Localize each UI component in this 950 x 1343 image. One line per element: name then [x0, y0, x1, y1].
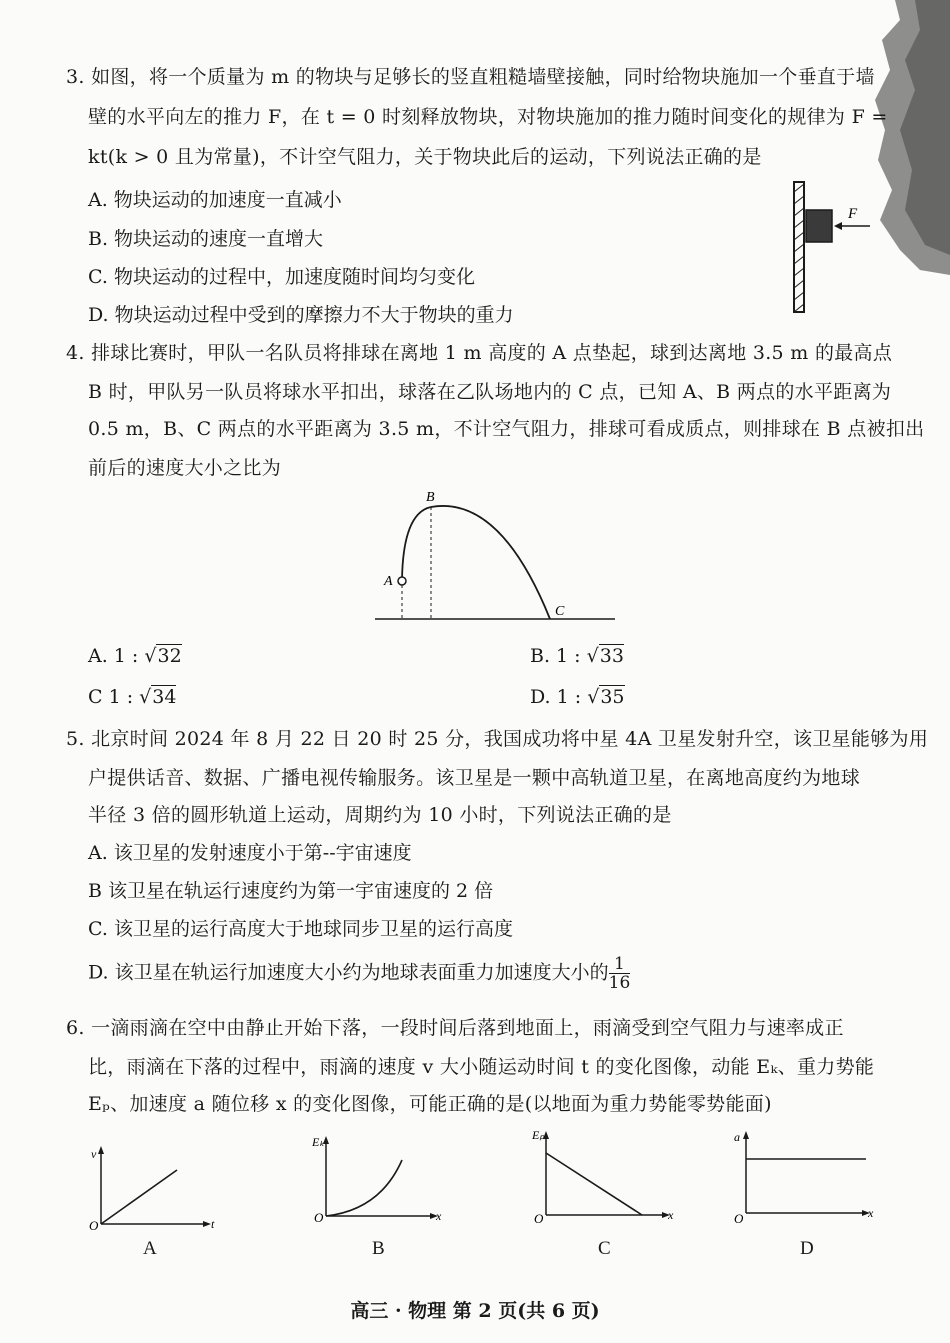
graph-c-label: C: [598, 1238, 611, 1259]
q5-line1: 5. 北京时间 2024 年 8 月 22 日 20 时 25 分，我国成功将中星 4A 卫星发射升空，该卫星能够为用: [66, 728, 929, 750]
block: [806, 210, 832, 242]
graph-b-label: B: [372, 1238, 385, 1259]
fraction-one-sixteenth: $\frac{1}{16}$: [608, 954, 631, 993]
graph-d-label: D: [800, 1238, 814, 1259]
graph-d-xaxis: x: [868, 1206, 874, 1220]
q3-option-d: D. 物块运动过程中受到的摩擦力不大于物块的重力: [88, 304, 514, 326]
q3-wall-block-figure: [790, 178, 880, 318]
q6-line2: 比，雨滴在下落的过程中，雨滴的速度 v 大小随运动时间 t 的变化图像，动能 Eₖ、重力势能: [88, 1056, 875, 1078]
graph-c-yaxis: Eₚ: [532, 1128, 545, 1142]
graph-b-xaxis: x: [436, 1209, 442, 1223]
graph-a: [85, 1140, 235, 1235]
q5-option-b: B 该卫星在轨运行速度约为第一宇宙速度的 2 倍: [88, 880, 494, 902]
q3-option-b: B. 物块运动的速度一直增大: [88, 228, 324, 250]
wall: [794, 182, 804, 312]
q3-line1: 3. 如图，将一个质量为 m 的物块与足够长的竖直粗糙墙壁接触，同时给物块施加一个垂直于墙: [66, 66, 875, 88]
q4-option-a: A. 1 : √32: [88, 645, 182, 667]
q3-line2: 壁的水平向左的推力 F，在 t = 0 时刻释放物块，对物块施加的推力随时间变化的规律为 F =: [88, 106, 888, 128]
graph-b-origin: O: [314, 1210, 324, 1225]
graph-b-yaxis: Eₖ: [312, 1135, 325, 1149]
q6-line3: Eₚ、加速度 a 随位移 x 的变化图像，可能正确的是(以地面为重力势能零势能面): [88, 1093, 772, 1115]
force-label: F: [848, 206, 858, 222]
torn-edge: [870, 0, 950, 300]
trajectory-ab: [402, 507, 431, 580]
q5-option-c: C. 该卫星的运行高度大于地球同步卫星的运行高度: [88, 918, 513, 940]
label-b: B: [426, 490, 435, 505]
graph-a-curve: [101, 1170, 177, 1224]
q4-option-c: C 1 : √34: [88, 686, 177, 708]
q3-line3: kt(k > 0 且为常量)，不计空气阻力，关于物块此后的运动，下列说法正确的是: [88, 146, 762, 168]
graph-a-xaxis: t: [211, 1217, 215, 1231]
q4-line4: 前后的速度大小之比为: [88, 457, 282, 479]
ball-at-a: [398, 577, 406, 585]
page-footer: 高三 · 物理 第 2 页(共 6 页): [350, 1300, 600, 1322]
q4-option-d: D. 1 : √35: [530, 686, 625, 708]
trajectory-bc: [431, 506, 550, 619]
graph-c-curve: [546, 1153, 642, 1215]
q5-option-a: A. 该卫星的发射速度小于第--宇宙速度: [88, 842, 412, 864]
graph-c-origin: O: [534, 1211, 544, 1226]
q5-line2: 户提供话音、数据、广播电视传输服务。该卫星是一颗中高轨道卫星，在离地高度约为地球: [88, 767, 861, 789]
q4-option-b: B. 1 : √33: [530, 645, 624, 667]
graph-b-curve: [326, 1160, 402, 1216]
q4-line3: 0.5 m，B、C 两点的水平距离为 3.5 m，不计空气阻力，排球可看成质点，则排球在 B 点被扣出: [88, 418, 925, 440]
label-c: C: [555, 604, 565, 619]
graph-d-yaxis: a: [734, 1130, 740, 1144]
graph-c: [530, 1125, 685, 1235]
graph-b: [310, 1130, 460, 1235]
graph-d-origin: O: [734, 1211, 744, 1226]
q4-line2: B 时，甲队另一队员将球水平扣出，球落在乙队场地内的 C 点，已知 A、B 两点的水平距离为: [88, 381, 892, 403]
graph-c-xaxis: x: [668, 1208, 674, 1222]
graph-d: [730, 1125, 885, 1235]
q3-option-c: C. 物块运动的过程中，加速度随时间均匀变化: [88, 266, 475, 288]
graph-a-yaxis: v: [91, 1147, 97, 1161]
graph-a-origin: O: [89, 1218, 99, 1233]
q3-option-a: A. 物块运动的加速度一直减小: [88, 189, 342, 211]
q4-line1: 4. 排球比赛时，甲队一名队员将排球在离地 1 m 高度的 A 点垫起，球到达离地 3.5 m 的最高点: [66, 342, 893, 364]
q5-line3: 半径 3 倍的圆形轨道上运动，周期约为 10 小时，下列说法正确的是: [88, 804, 672, 826]
q6-line1: 6. 一滴雨滴在空中由静止开始下落，一段时间后落到地面上，雨滴受到空气阻力与速率成正: [66, 1017, 844, 1039]
q5-option-d: D. 该卫星在轨运行加速度大小约为地球表面重力加速度大小的 $\frac{1}{16}$: [88, 954, 631, 993]
label-a: A: [384, 574, 393, 589]
q4-trajectory-figure: [370, 485, 630, 630]
graph-a-label: A: [143, 1238, 157, 1259]
